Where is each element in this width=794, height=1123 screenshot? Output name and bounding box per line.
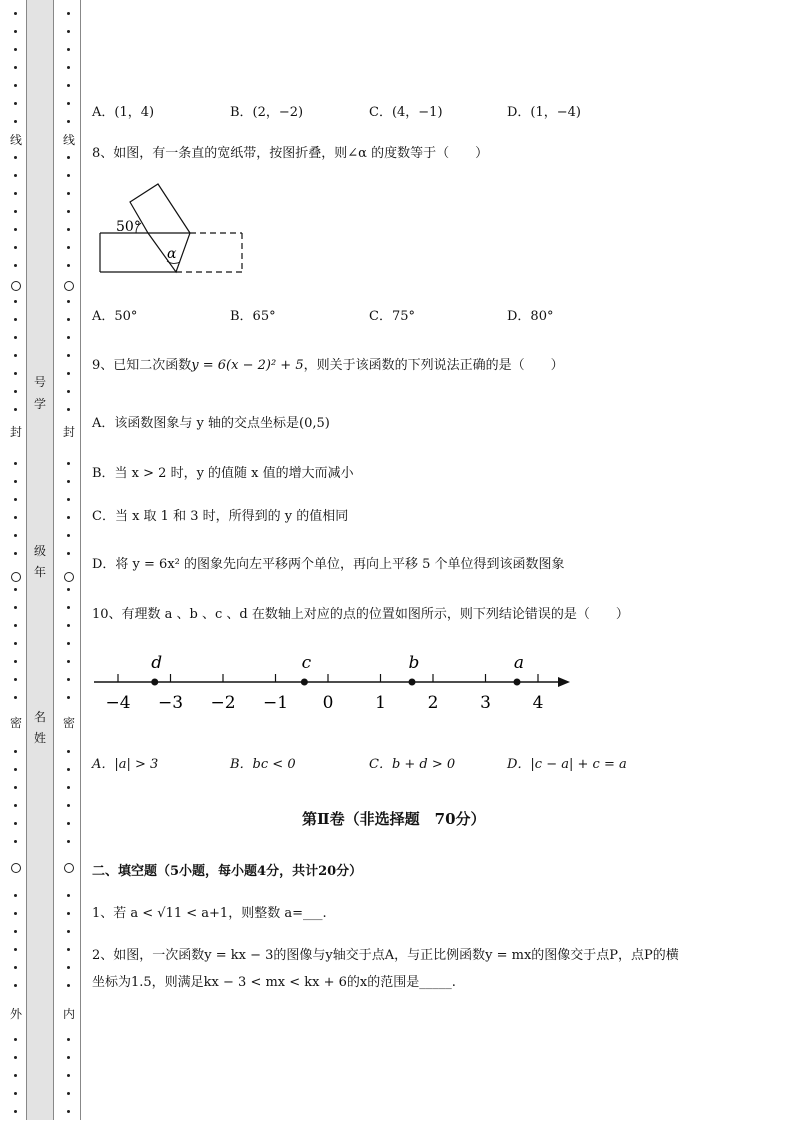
binding-dot	[67, 228, 70, 231]
binding-dot	[67, 894, 70, 897]
number-line-tick-label: 1	[375, 693, 386, 713]
fill-q2-line1: 2、如图，一次函数y = kx − 3的图像与y轴交于点A，与正比例函数y = mx的图像交于点P，点P的横	[92, 948, 679, 963]
binding-dot	[67, 606, 70, 609]
binding-dot	[14, 300, 17, 303]
binding-dot	[67, 534, 70, 537]
q7-option-b: B．(2，−2)	[230, 105, 304, 120]
binding-dot	[14, 660, 17, 663]
binding-dot	[14, 372, 17, 375]
number-line-tick-label: 4	[532, 693, 544, 713]
binding-margin-left	[0, 0, 26, 1123]
binding-dot	[67, 66, 70, 69]
binding-dot	[67, 1038, 70, 1041]
q9-formula: y = 6(x − 2)² + 5	[191, 358, 304, 373]
binding-dot	[67, 930, 70, 933]
binding-dot	[67, 192, 70, 195]
binding-dot	[67, 498, 70, 501]
number-line-tick-label: 3	[480, 693, 491, 713]
binding-dot	[67, 174, 70, 177]
binding-dot	[67, 210, 70, 213]
binding-info-strip	[26, 0, 54, 1120]
binding-dot	[14, 606, 17, 609]
binding-dot	[67, 390, 70, 393]
binding-dot	[14, 12, 17, 15]
binding-dot	[14, 750, 17, 753]
binding-dot	[14, 390, 17, 393]
binding-dot	[67, 768, 70, 771]
seal-char-secret-left: 密	[9, 716, 22, 730]
q10-number-line	[92, 648, 582, 718]
q10-option-d: D．|c − a| + c = a	[507, 757, 627, 772]
binding-dot	[14, 786, 17, 789]
binding-dot	[14, 840, 17, 843]
binding-dot	[67, 642, 70, 645]
binding-dot	[67, 552, 70, 555]
q7-option-a: A．(1，4)	[92, 105, 155, 120]
number-line-tick-label: 2	[427, 693, 439, 713]
binding-dot	[67, 750, 70, 753]
number-line-point-label: d	[151, 653, 163, 673]
binding-dot	[67, 300, 70, 303]
binding-dot	[14, 246, 17, 249]
fill-q2-line2: 坐标为1.5，则满足kx − 3 < mx < kx + 6的x的范围是_____.	[92, 975, 456, 990]
number-line-point-b	[409, 679, 416, 686]
part2-title: 第Ⅱ卷（非选择题 70分）	[302, 810, 486, 828]
binding-dot	[67, 948, 70, 951]
binding-dot	[14, 624, 17, 627]
binding-dot	[67, 1092, 70, 1095]
binding-dot	[14, 84, 17, 87]
q9-option-b: B．当 x > 2 时，y 的值随 x 值的增大而减小	[92, 466, 354, 481]
seal-char-line-left: 线	[9, 133, 22, 147]
binding-dot	[67, 480, 70, 483]
binding-dot	[14, 30, 17, 33]
binding-dot	[14, 642, 17, 645]
q7-option-d: D．(1，−4)	[507, 105, 582, 120]
binding-dot	[14, 930, 17, 933]
binding-dot	[67, 30, 70, 33]
q8-option-c: C．75°	[369, 309, 415, 324]
number-line-tick-label: −1	[262, 693, 289, 713]
binding-dot	[67, 822, 70, 825]
binding-dot	[67, 372, 70, 375]
q9-stem	[92, 354, 564, 373]
binding-dot	[14, 1056, 17, 1059]
binding-dot	[67, 660, 70, 663]
number-line-point-d	[151, 679, 158, 686]
binding-circle	[11, 281, 21, 291]
number-line-point-c	[301, 679, 308, 686]
binding-dot	[67, 264, 70, 267]
binding-dot	[67, 84, 70, 87]
binding-dot	[67, 354, 70, 357]
q8-stem: 8、如图，有一条直的宽纸带，按图折叠，则∠α 的度数等于（ ）	[92, 146, 489, 161]
binding-dot	[67, 588, 70, 591]
fill-blank-heading: 二、填空题（5小题，每小题4分，共计20分）	[92, 864, 363, 879]
binding-dot	[14, 588, 17, 591]
binding-dot	[67, 1056, 70, 1059]
binding-dot	[67, 912, 70, 915]
binding-dot	[14, 174, 17, 177]
binding-dot	[67, 408, 70, 411]
binding-dot	[67, 840, 70, 843]
binding-dot	[14, 156, 17, 159]
binding-dot	[14, 264, 17, 267]
binding-dot	[14, 984, 17, 987]
seal-char-secret-right: 密	[62, 716, 75, 730]
number-line-tick-label: −2	[210, 693, 236, 713]
binding-dot	[67, 318, 70, 321]
binding-dot	[14, 912, 17, 915]
number-line-point-label: b	[408, 653, 420, 673]
q10-option-b: B．bc < 0	[230, 757, 296, 772]
number-line-point-label: a	[513, 653, 525, 673]
binding-dot	[67, 102, 70, 105]
binding-dot	[14, 516, 17, 519]
q8-option-a: A．50°	[92, 309, 138, 324]
binding-circle	[11, 863, 21, 873]
binding-dot	[14, 678, 17, 681]
q7-option-c: C．(4，−1)	[369, 105, 443, 120]
binding-dot	[67, 696, 70, 699]
binding-dot	[14, 1092, 17, 1095]
number-line-tick-label: −3	[157, 693, 184, 713]
number-line-point-a	[514, 679, 521, 686]
binding-dot	[67, 1110, 70, 1113]
binding-circle	[64, 281, 74, 291]
binding-dot	[14, 498, 17, 501]
binding-dot	[14, 804, 17, 807]
binding-dot	[14, 1110, 17, 1113]
binding-dot	[67, 786, 70, 789]
binding-dot	[14, 228, 17, 231]
q10-option-c: C．b + d > 0	[369, 757, 456, 772]
binding-dot	[67, 516, 70, 519]
q9-option-c: C．当 x 取 1 和 3 时，所得到的 y 的值相同	[92, 509, 349, 524]
binding-dot	[14, 822, 17, 825]
binding-dot	[14, 462, 17, 465]
binding-dot	[67, 966, 70, 969]
q9-option-a: A．该函数图象与 y 轴的交点坐标是(0,5)	[92, 416, 330, 431]
binding-dot	[14, 552, 17, 555]
q8-option-b: B．65°	[230, 309, 276, 324]
binding-dot	[67, 984, 70, 987]
binding-dot	[14, 1038, 17, 1041]
number-line-point-label: c	[301, 653, 312, 673]
binding-dot	[14, 966, 17, 969]
binding-label-id-2: 学	[33, 397, 46, 411]
binding-dot	[14, 318, 17, 321]
binding-label-grade-2: 年	[33, 565, 46, 579]
binding-dot	[67, 1074, 70, 1077]
binding-dot	[14, 948, 17, 951]
binding-dot	[67, 48, 70, 51]
binding-dot	[14, 48, 17, 51]
binding-margin-right	[54, 0, 81, 1120]
binding-dot	[67, 120, 70, 123]
binding-dot	[14, 354, 17, 357]
seal-char-line-right: 线	[62, 133, 75, 147]
binding-dot	[14, 210, 17, 213]
binding-dot	[14, 534, 17, 537]
q8-option-d: D．80°	[507, 309, 554, 324]
q10-option-a: A．|a| > 3	[92, 757, 159, 772]
binding-dot	[14, 102, 17, 105]
q8-folded-strip-figure	[96, 182, 256, 282]
seal-char-outer: 外	[9, 1007, 22, 1021]
seal-char-seal-left: 封	[9, 425, 22, 439]
binding-dot	[67, 624, 70, 627]
seal-char-inner: 内	[62, 1007, 75, 1021]
binding-dot	[14, 480, 17, 483]
binding-dot	[14, 768, 17, 771]
binding-circle	[11, 572, 21, 582]
q9-stem-prefix: 9、已知二次函数	[92, 358, 192, 373]
binding-dot	[67, 12, 70, 15]
q8-figure-alpha-label: α	[167, 246, 177, 262]
binding-label-grade-1: 级	[33, 544, 46, 558]
binding-dot	[14, 66, 17, 69]
binding-dot	[67, 462, 70, 465]
binding-dot	[67, 804, 70, 807]
q10-stem: 10、有理数 a 、b 、c 、d 在数轴上对应的点的位置如图所示，则下列结论错误的是（ ）	[92, 607, 629, 622]
fill-q1: 1、若 a < √11 < a+1，则整数 a=___.	[92, 906, 327, 921]
binding-dot	[14, 1074, 17, 1077]
q9-stem-suffix: ，则关于该函数的下列说法正确的是（ ）	[303, 358, 564, 373]
binding-label-name-2: 姓	[33, 731, 46, 745]
binding-dot	[67, 246, 70, 249]
binding-dot	[14, 120, 17, 123]
binding-label-name-1: 名	[33, 710, 46, 724]
q8-figure-angle-label: 50°	[116, 219, 141, 235]
binding-dot	[14, 696, 17, 699]
number-line-tick-label: 0	[322, 693, 334, 713]
binding-circle	[64, 572, 74, 582]
binding-dot	[14, 408, 17, 411]
binding-label-id-1: 号	[33, 375, 46, 389]
binding-dot	[67, 156, 70, 159]
number-line-tick-label: −4	[105, 693, 131, 713]
binding-circle	[64, 863, 74, 873]
binding-dot	[14, 336, 17, 339]
q9-option-d: D．将 y = 6x² 的图象先向左平移两个单位，再向上平移 5 个单位得到该函数图象	[92, 557, 565, 572]
binding-dot	[14, 192, 17, 195]
binding-dot	[14, 894, 17, 897]
binding-dot	[67, 336, 70, 339]
binding-dot	[67, 678, 70, 681]
seal-char-seal-right: 封	[62, 425, 75, 439]
